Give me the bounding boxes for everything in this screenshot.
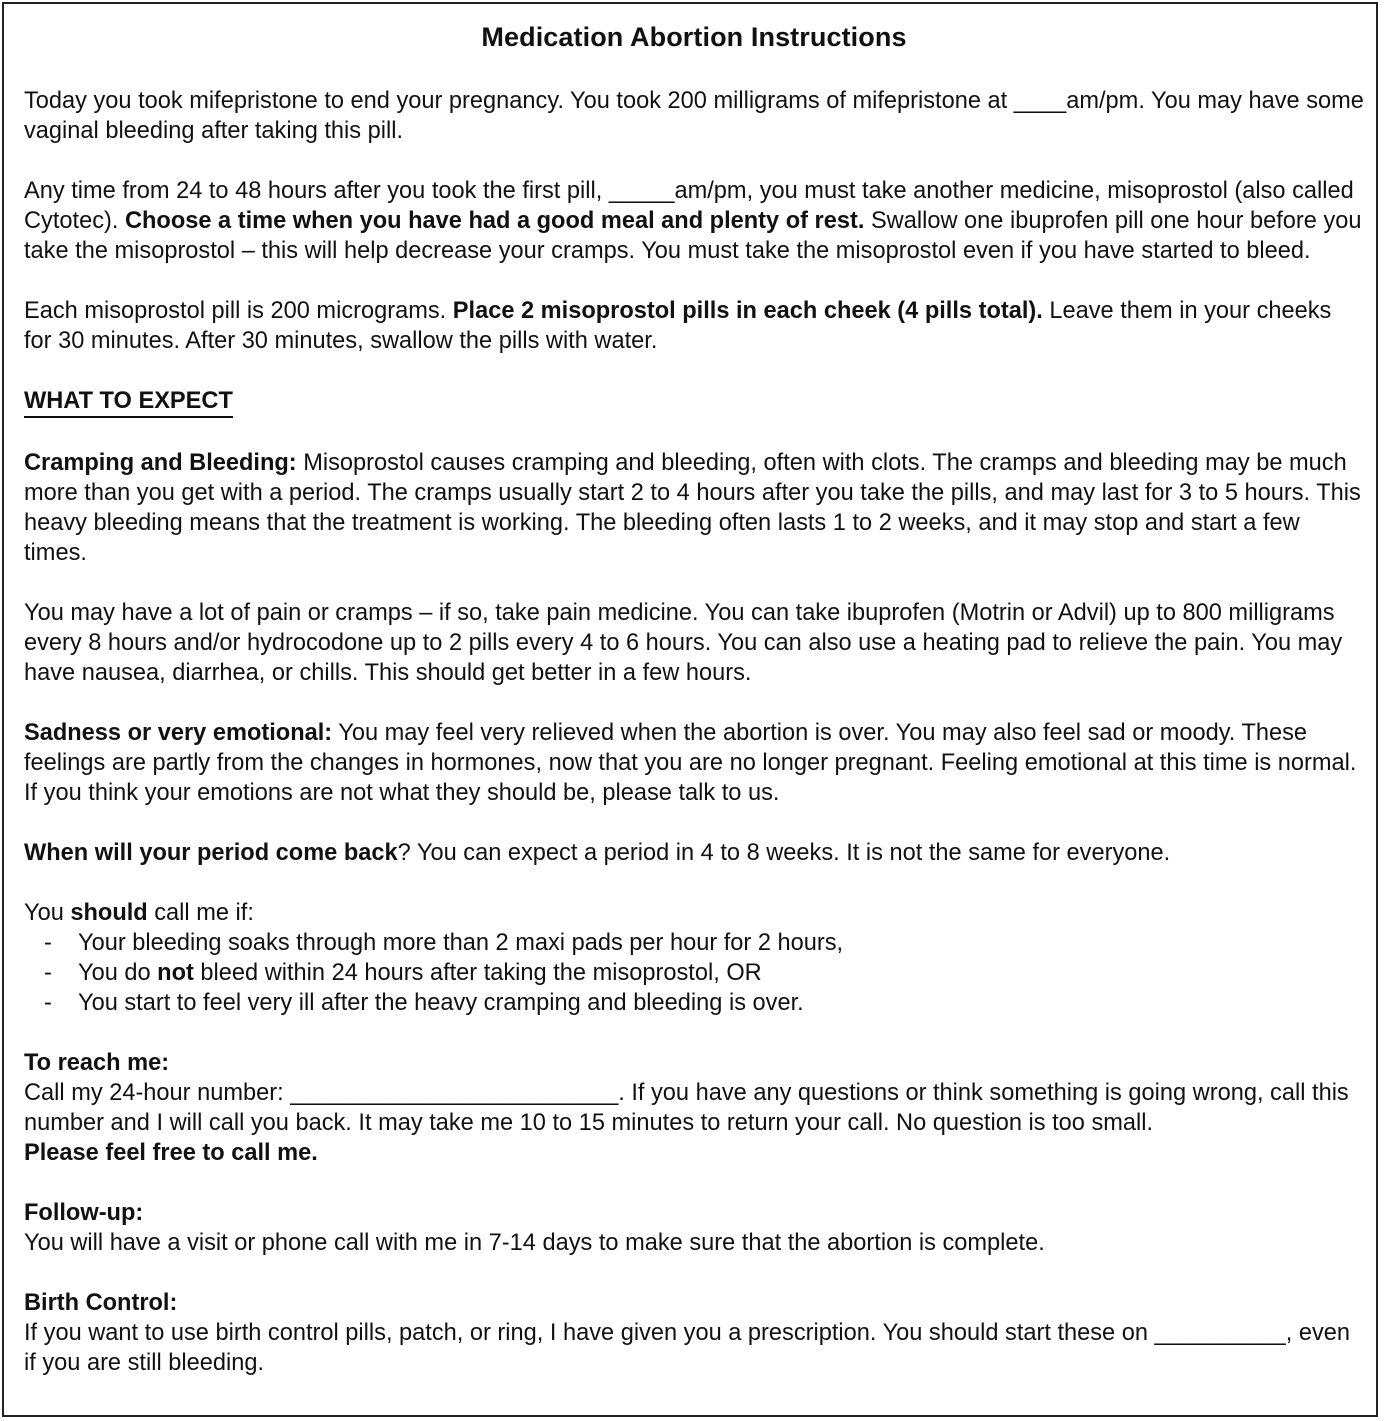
period-text: ? You can expect a period in 4 to 8 weeks. It is not the same for everyone. xyxy=(397,840,1171,866)
call-item-1-text: Your bleeding soaks through more than 2 maxi pads per hour for 2 hours, xyxy=(78,930,844,956)
list-item xyxy=(24,988,1364,1018)
intro-paragraph-1 xyxy=(24,86,1364,146)
what-to-expect-heading-wrap xyxy=(24,386,1364,418)
call-lead-text-b: call me if: xyxy=(147,900,254,926)
cramping-text: Misoprostol causes cramping and bleeding, often with clots. The cramps and bleeding may be much more than you get with a period. The cramps usually start 2 to 4 hours after you take the pills, and may last for 3 to 5 hours. This heavy bleeding means that the treatment is working. The bleeding often lasts 1 to 2 weeks, and it may stop and start a few times. xyxy=(24,450,1361,566)
call-item-2-text-a: You do xyxy=(78,960,158,986)
call-me-block xyxy=(24,898,1364,1018)
intro-p2-text-a: Any time from 24 to 48 hours after you took the first pill, _____am/pm, you must take another medicine, misoprostol (also called Cytotec). xyxy=(24,178,1354,234)
intro-paragraph-2 xyxy=(24,176,1364,266)
sadness-label: Sadness or very emotional: xyxy=(24,720,333,746)
call-lead-text-a: You xyxy=(24,900,71,926)
call-me-lead xyxy=(24,898,1364,928)
period-paragraph xyxy=(24,838,1364,868)
intro-p1-text: Today you took mifepristone to end your pregnancy. You took 200 milligrams of mifepristone at ____am/pm. You may have some vaginal bleeding after taking this pill. xyxy=(24,88,1364,144)
period-label: When will your period come back xyxy=(24,840,398,866)
page-title: Medication Abortion Instructions xyxy=(481,22,907,52)
call-me-list xyxy=(24,928,1364,1018)
followup-text: You will have a visit or phone call with me in 7-14 days to make sure that the abortion is complete. xyxy=(24,1230,1045,1256)
birth-control-paragraph xyxy=(24,1288,1364,1378)
dash-bullet: - xyxy=(44,990,52,1016)
pain-paragraph xyxy=(24,598,1364,688)
reach-me-label: To reach me: xyxy=(24,1050,170,1076)
intro-paragraph-3 xyxy=(24,296,1364,356)
sadness-paragraph xyxy=(24,718,1364,808)
call-item-3-text: You start to feel very ill after the heavy cramping and bleeding is over. xyxy=(78,990,804,1016)
call-lead-bold: should xyxy=(70,900,148,926)
document-body xyxy=(24,18,1364,1378)
call-item-2-text-b: bleed within 24 hours after taking the misoprostol, OR xyxy=(193,960,762,986)
list-item xyxy=(24,928,1364,958)
reach-me-closing: Please feel free to call me. xyxy=(24,1140,318,1166)
sadness-text: You may feel very relieved when the abortion is over. You may also feel sad or moody. These feelings are partly from the changes in hormones, now that you are no longer pregnant. Feeling emotional at this time is normal. If you think your emotions are not what they should be, please talk to us. xyxy=(24,720,1357,806)
cramping-label: Cramping and Bleeding: xyxy=(24,450,297,476)
followup-paragraph xyxy=(24,1198,1364,1258)
reach-me-paragraph xyxy=(24,1048,1364,1168)
intro-p3-bold: Place 2 misoprostol pills in each cheek (4 pills total). xyxy=(452,298,1043,324)
call-item-2-bold: not xyxy=(157,960,194,986)
dash-bullet: - xyxy=(44,960,52,986)
intro-p2-text-b: Swallow one ibuprofen pill one hour before you take the misoprostol – this will help decrease your cramps. You must take the misoprostol even if you have started to bleed. xyxy=(24,208,1362,264)
followup-label: Follow-up: xyxy=(24,1200,144,1226)
intro-p2-bold: Choose a time when you have had a good meal and plenty of rest. xyxy=(124,208,865,234)
dash-bullet: - xyxy=(44,930,52,956)
list-item xyxy=(24,958,1364,988)
reach-me-text: Call my 24-hour number: _________________________. If you have any questions or think something is going wrong, call this number and I will call you back. It may take me 10 to 15 minutes to return your call. No question is too small. xyxy=(24,1080,1349,1136)
what-to-expect-heading: WHAT TO EXPECT xyxy=(24,386,233,418)
birth-control-label: Birth Control: xyxy=(24,1290,178,1316)
cramping-paragraph xyxy=(24,448,1364,568)
intro-p3-text-a: Each misoprostol pill is 200 micrograms. xyxy=(24,298,453,324)
birth-control-text: If you want to use birth control pills, patch, or ring, I have given you a prescription. You should start these on __________, even if you are still bleeding. xyxy=(24,1320,1351,1376)
pain-text: You may have a lot of pain or cramps – if so, take pain medicine. You can take ibuprofen (Motrin or Advil) up to 800 milligrams every 8 hours and/or hydrocodone up to 2 pills every 4 to 6 hours. You can also use a heating pad to relieve the pain. You may have nausea, diarrhea, or chills. This should get better in a few hours. xyxy=(24,600,1343,686)
intro-p3-text-b: Leave them in your cheeks for 30 minutes. After 30 minutes, swallow the pills with water. xyxy=(24,298,1332,354)
